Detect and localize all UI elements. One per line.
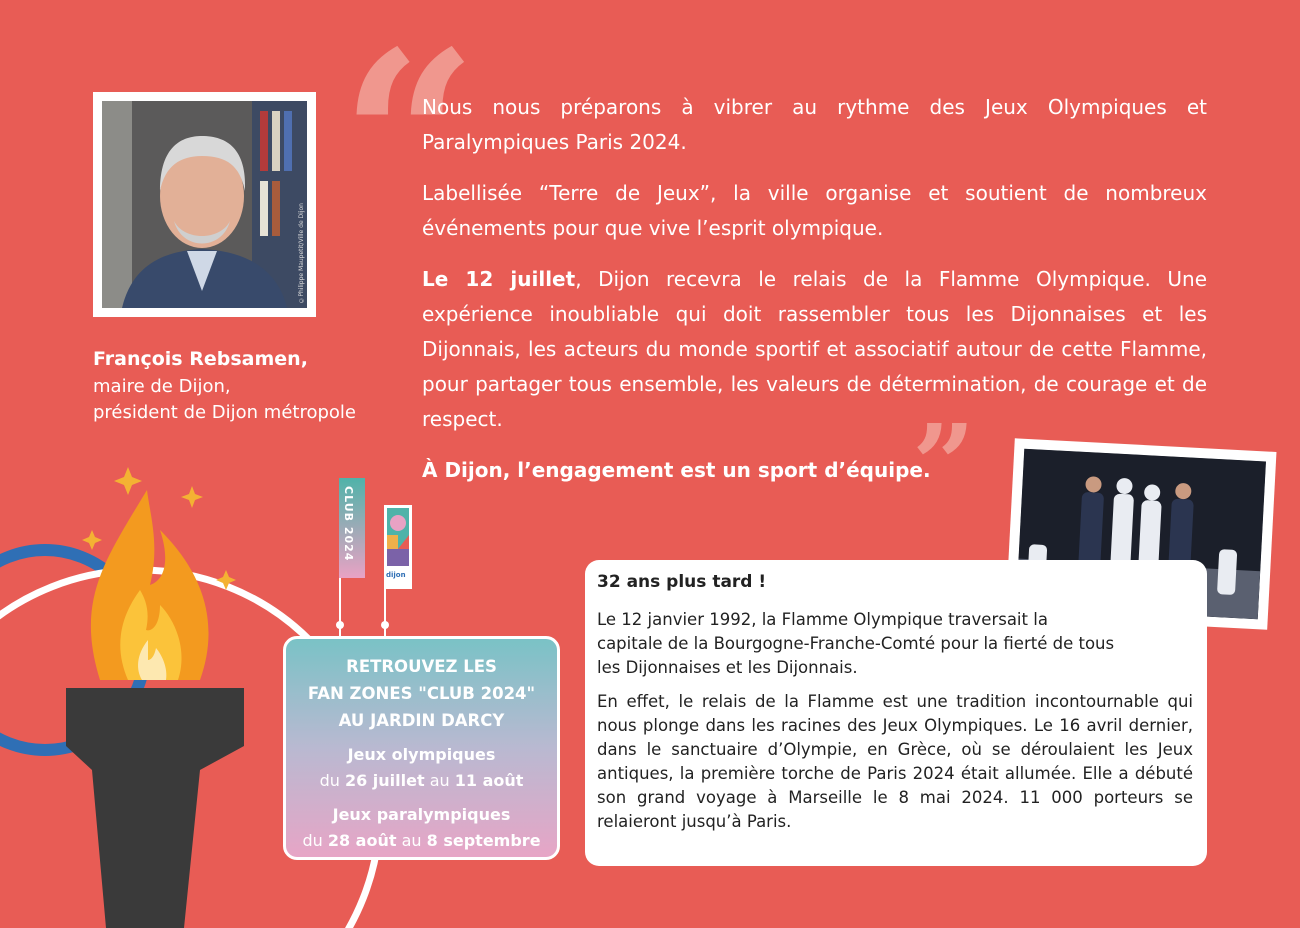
fan-zone-box	[283, 636, 560, 860]
open-quote-icon: “	[340, 0, 479, 281]
author-role-line1: maire de Dijon,	[93, 376, 231, 397]
paralympic-range: du 28 août au 8 septembre	[302, 831, 541, 850]
olympic-dates	[286, 742, 557, 794]
olympic-heading: Jeux olympiques	[347, 745, 496, 764]
portrait-illustration	[102, 101, 307, 308]
quote-paragraph: Labellisée “Terre de Jeux”, la ville organise et soutient de nombreux événements pour que vive l’esprit olympique.	[422, 181, 1207, 240]
history-paragraph: Le 12 janvier 1992, la Flamme Olympique traversait la capitale de la Bourgogne-Franche-Comté pour la fierté de tous les Dijonnaises et les Dijonnais.	[597, 610, 1115, 677]
author-name: François Rebsamen,	[93, 348, 308, 370]
quote-paragraph: Nous nous préparons à vibrer au rythme des Jeux Olympiques et Paralympiques Paris 2024.	[422, 95, 1207, 154]
torch-icon	[66, 688, 244, 928]
photo-credit: ©Philippe Maupetit/Ville de Dijon	[298, 203, 305, 304]
fan-zone-title-line2: FAN ZONES "CLUB 2024"	[307, 684, 536, 703]
quote-paragraph-rest: , Dijon recevra le relais de la Flamme Olympique. Une expérience inoubliable qui doit rassembler tous les Dijonnaises et les Dijonnais, les acteurs du monde sportif et associatif autour de cette Flamme, pour partager tous ensemble, les valeurs de détermination, de courage et de respect.	[422, 267, 1207, 431]
dijon-flag	[384, 505, 412, 589]
fan-zone-title-line1: RETROUVEZ LES	[346, 657, 497, 676]
date-highlight: Le 12 juillet	[422, 267, 576, 291]
quote-paragraph	[422, 262, 1207, 437]
author-role-line2: président de Dijon métropole	[93, 402, 356, 423]
slogan: À Dijon, l’engagement est un sport d’équipe.	[422, 458, 931, 482]
history-title: 32 ans plus tard !	[597, 572, 767, 592]
paralympic-dates	[286, 802, 557, 854]
history-paragraph: En effet, le relais de la Flamme est une tradition incontournable qui nous plonge dans les racines des Jeux Olympiques. Le 16 avril dernier, dans le sanctuaire d’Olympie, en Grèce, où se déroulaient les Jeux antiques, la première torche de Paris 2024 était allumée. Elle a débuté son grand voyage à Marseille le 8 mai 2024. 11 000 porteurs se relaieront jusqu’à Paris.	[597, 692, 1193, 831]
history-box	[585, 560, 1207, 866]
portrait-photo	[93, 92, 316, 317]
paralympic-heading: Jeux paralympiques	[332, 805, 511, 824]
dijon-label: dijon	[386, 571, 406, 579]
fan-zone-title-line3: AU JARDIN DARCY	[338, 711, 505, 730]
club-2024-flag	[339, 478, 365, 578]
club-2024-label: CLUB 2024	[342, 486, 355, 562]
close-quote-icon: ”	[912, 400, 976, 529]
olympic-range: du 26 juillet au 11 août	[319, 771, 524, 790]
